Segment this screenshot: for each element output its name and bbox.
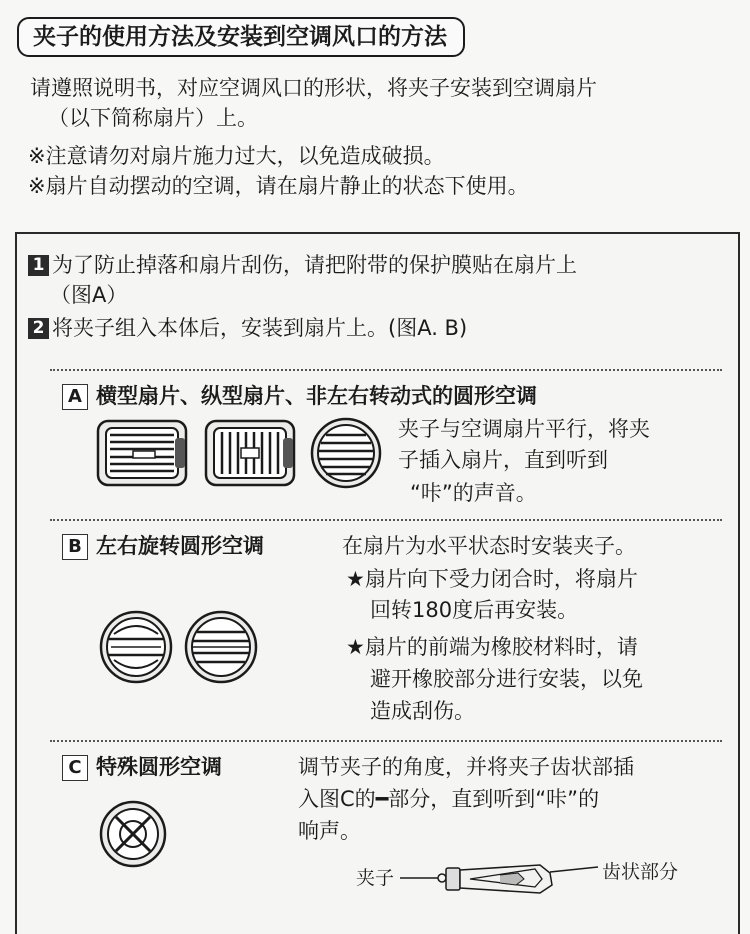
caution-note-1: ※注意请勿对扇片施力过大，以免造成破损。	[28, 144, 445, 168]
clip-diagram-figure	[400, 855, 600, 905]
caution-note-2: ※扇片自动摆动的空调，请在扇片静止的状态下使用。	[28, 174, 529, 198]
section-b-note-2-line-3: 造成刮伤。	[370, 699, 475, 723]
step-1-text: 为了防止掉落和扇片刮伤，请把附带的保护膜贴在扇片上	[52, 253, 577, 277]
section-b-letter: B	[62, 534, 88, 560]
section-b-note-2-line-1: ★扇片的前端为橡胶材料时，请	[346, 635, 638, 659]
step-number-1: 1	[28, 255, 49, 276]
rotating-round-vent-figure	[184, 610, 260, 686]
horizontal-louver-vent-figure	[97, 420, 189, 488]
clip-label: 夹子	[356, 867, 395, 889]
section-b-text: 在扇片为水平状态时安装夹子。	[342, 534, 636, 558]
step-1-continuation: （图A）	[50, 283, 128, 307]
intro-line-1: 请遵照说明书，对应空调风口的形状，将夹子安装到空调扇片	[30, 76, 597, 100]
section-a-text-2: 子插入扇片，直到听到	[398, 448, 608, 472]
section-c-letter: C	[62, 755, 88, 781]
section-b-title: 左右旋转圆形空调	[96, 534, 264, 558]
section-c-title: 特殊圆形空调	[96, 755, 222, 779]
special-round-vent-figure	[99, 800, 169, 870]
section-b-note-2-line-2: 避开橡胶部分进行安装，以免	[370, 667, 643, 691]
section-a-title: 横型扇片、纵型扇片、非左右转动式的圆形空调	[96, 384, 537, 408]
section-a-heading	[62, 381, 537, 411]
step-number-2: 2	[28, 318, 49, 339]
teeth-part-label: 齿状部分	[602, 861, 679, 883]
divider	[50, 740, 722, 742]
divider	[50, 369, 722, 371]
vertical-louver-vent-figure	[205, 420, 297, 488]
rotating-round-vent-figure	[99, 610, 175, 686]
step-2-text: 将夹子组入本体后，安装到扇片上。(图A. B)	[52, 316, 468, 340]
step-1	[28, 250, 577, 280]
page-title: 夹子的使用方法及安装到空调风口的方法	[17, 17, 465, 57]
round-vent-figure	[310, 417, 384, 491]
section-a-letter: A	[62, 384, 88, 410]
section-b-note-1-line-1: ★扇片向下受力闭合时，将扇片	[346, 567, 638, 591]
section-a-text-1: 夹子与空调扇片平行，将夹	[398, 417, 650, 441]
section-c-heading	[62, 752, 222, 782]
section-c-text-3: 响声。	[298, 819, 361, 843]
section-b-heading	[62, 531, 264, 561]
section-c-text-2: 入图C的━部分，直到听到“咔”的	[298, 787, 600, 811]
section-b-note-1-line-2: 回转180度后再安装。	[370, 598, 579, 622]
divider	[50, 519, 722, 521]
intro-line-2: （以下简称扇片）上。	[48, 106, 258, 130]
section-a-text-3: “咔”的声音。	[410, 481, 537, 505]
section-c-text-1: 调节夹子的角度，并将夹子齿状部插	[298, 755, 634, 779]
step-2	[28, 313, 467, 343]
